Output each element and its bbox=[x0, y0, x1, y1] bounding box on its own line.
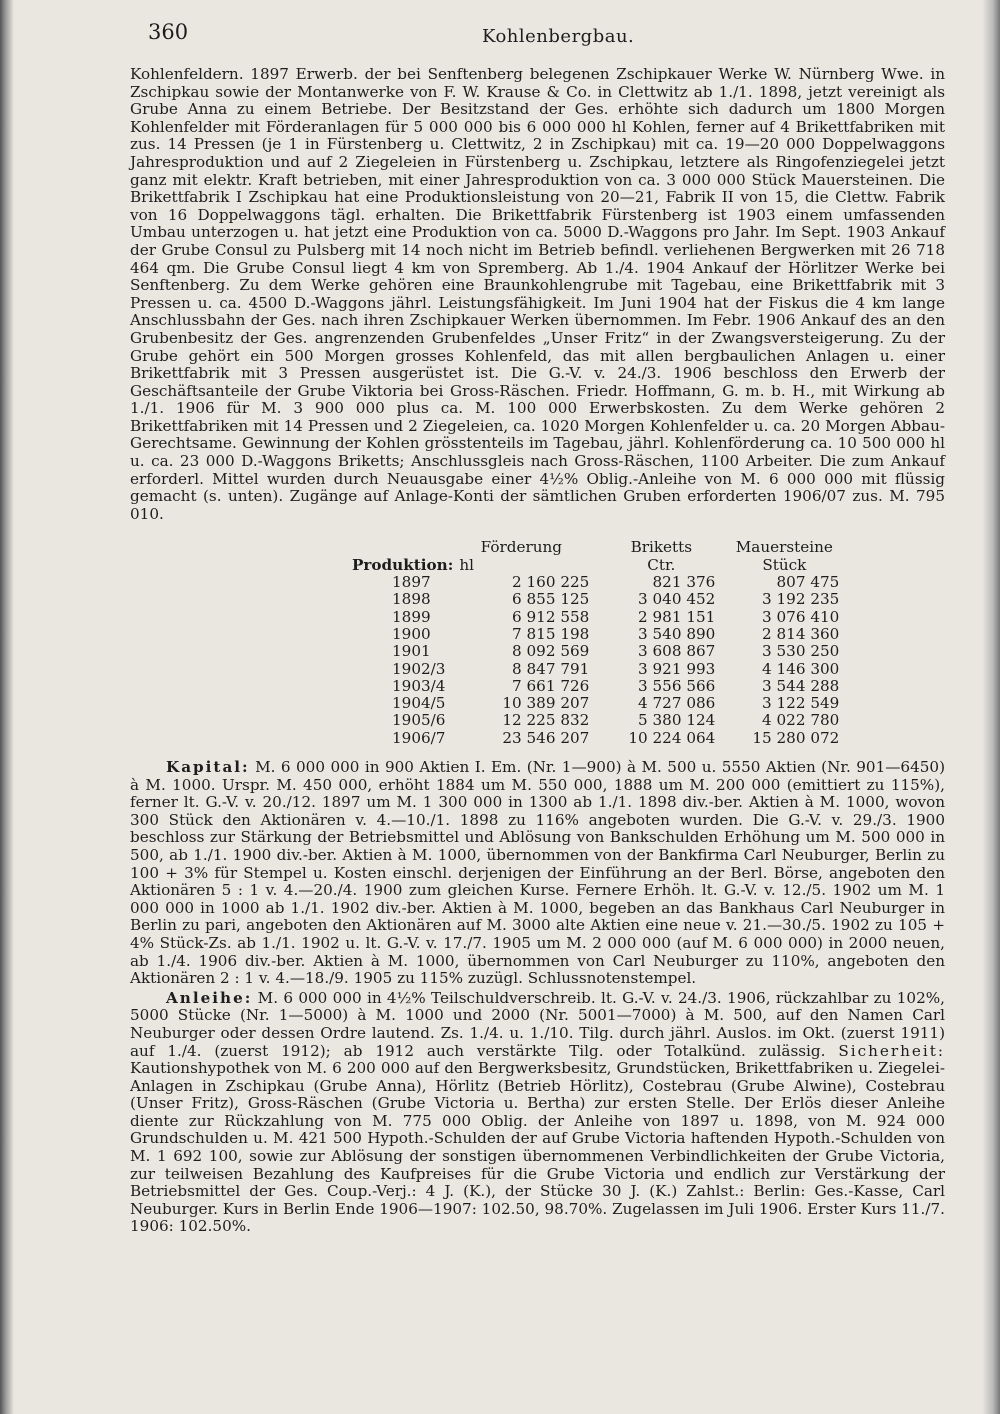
briketts-cell: 10 224 064 bbox=[628, 728, 716, 747]
intro-text: Kohlenfeldern. 1897 Erwerb. der bei Senftenberg belegenen Zschipkauer Werke W. Nürnberg Wwe. in Zschipkau sowie der Montanwerke von F. W. Krause & Co. in Clettwitz ab 1./1. 1898, jetzt vereinigt als Grube Anna zu einem Betriebe. Der Besitzstand der Ges. erhöhte sich dadurch um 1800 Morgen Kohlenfelder mit Förderanlagen für 5 000 000 bis 6 000 000 hl Kohlen, ferner auf 4 Brikettfabriken mit zus. 14 Pressen (je 1 in Fürstenberg u. Clettwitz, 2 in Zschipkau) mit ca. 19—20 000 Doppelwaggons Jahresproduktion und auf 2 Ziegeleien in Fürstenberg u. Zschipkau, letztere als Ringofenziegelei jetzt ganz mit elektr. Kraft betrieben, mit einer Jahresproduktion von ca. 3 000 000 Stück Mauersteinen. Die Brikettfabrik I Zschipkau hat eine Produktionsleistung von 20—21, Fabrik II von 15, die Clettw. Fabrik von 16 Doppelwaggons tägl. erhalten. Die Brikettfabrik Fürstenberg ist 1903 einem umfassenden Umbau unterzogen u. hat jetzt eine Produktion von ca. 5000 D.-Waggons pro Jahr. Im Sept. 1903 Ankauf der Grube Consul zu Pulsberg mit 14 noch nicht im Betrieb befindl. verliehenen Bergwerken mit 26 718 464 qm. Die Grube Consul liegt 4 km von Spremberg. Ab 1./4. 1904 Ankauf der Hörlitzer Werke bei Senftenberg. Zu dem Werke gehören eine Braunkohlengrube mit Tagebau, eine Brikettfabrik mit 3 Pressen u. ca. 4500 D.-Waggons jährl. Leistungsfähigkeit. Im Juni 1904 hat der Fiskus die 4 km lange Anschlussbahn der Ges. nach ihren Zschipkauer Werken übernommen. Im Febr. 1906 Ankauf des an den Grubenbesitz der Ges. angrenzenden Grubenfeldes „Unser Fritz“ in der Zwangsversteigerung. Zu der Grube gehört ein 500 Morgen grosses Kohlenfeld, das mit allen bergbaulichen Anlagen u. einer Brikettfabrik mit 3 Pressen ausgerüstet ist. Die G.-V. v. 24./3. 1906 beschloss den Erwerb der Geschäftsanteile der Grube Viktoria bei Gross-Räschen. Friedr. Hoffmann, G. m. b. H., mit Wirkung ab 1./1. 1906 für M. 3 900 000 plus ca. M. 100 000 Erwerbskosten. Zu dem Werke gehören 2 Brikettfabriken mit 14 Pressen und 2 Ziegeleien, ca. 1020 Morgen Kohlenfelder u. ca. 20 Morgen Abbau-Gerechtsame. Gewinnung der Kohlen grösstenteils im Tagebau, jährl. Kohlenförderung ca. 10 500 000 hl u. ca. 23 000 D.-Waggons Briketts; Anschlussgleis nach Gross-Räschen, 1100 Arbeiter. Die zum Ankauf erforderl. Mittel wurden durch Neuausgabe einer 4½% Oblig.-Anleihe von M. 6 000 000 mit flüssig gemacht (s. unten). Zugänge auf Anlage-Konti der sämtlichen Gruben erforderten 1906/07 zus. M. 795 010. bbox=[130, 65, 945, 523]
table-row bbox=[352, 712, 839, 729]
kapital-text: M. 6 000 000 in 900 Aktien I. Em. (Nr. 1—900) à M. 500 u. 5550 Aktien (Nr. 901—6450) à M. 1000. Urspr. M. 450 000, erhöht 1884 um M. 550 000, 1888 um M. 200 000 (emittiert zu 115%), ferner lt. G.-V. v. 20./12. 1897 um M. 1 300 000 in 1300 ab 1./1. 1898 div.-ber. Aktien à M. 1000, wovon 300 Stück den Aktionären v. 4.—10./1. 1898 zu 116% angeboten wurden. Die G.-V. v. 29./3. 1900 beschloss zur Stärkung der Betriebsmittel und Ablösung von Bankschulden Erhöhung um M. 500 000 in 500, ab 1./1. 1900 div.-ber. Aktien à M. 1000, übernommen von der Bankfirma Carl Neuburger, Berlin zu 100 + 3% für Stempel u. Kosten einschl. derjenigen der Einführung an der Berl. Börse, angeboten den Aktionären 5 : 1 v. 4.—20./4. 1900 zum gleichen Kurse. Fernere Erhöh. lt. G.-V. v. 12./5. 1902 um M. 1 000 000 in 1000 ab 1./1. 1902 div.-ber. Aktien à M. 1000, begeben an das Bankhaus Carl Neuburger in Berlin zu pari, angeboten den Aktionären auf M. 3000 alte Aktien eine neue v. 21.—30./5. 1902 zu 105 + 4% Stück-Zs. ab 1./1. 1902 u. lt. G.-V. v. 17./7. 1905 um M. 2 000 000 (auf M. 6 000 000) in 2000 neuen, ab 1./4. 1906 div.-ber. Aktien à M. 1000, übernommen von Carl Neuburger zu 110%, angeboten den Aktionären 2 : 1 v. 4.—18./9. 1905 zu 115% zuzügl. Schlussnotenstempel. bbox=[130, 758, 945, 988]
production-label: Produktion: bbox=[352, 555, 454, 574]
anleihe-text-1: M. 6 000 000 in 4½% Teilschuldverschreib. lt. G.-V. v. 24./3. 1906, rückzahlbar zu 102%, 5000 Stücke (Nr. 1—5000) à M. 1000 und 2000 (Nr. 5001—7000) à M. 500, auf den Namen Carl Neuburger oder dessen Ordre lautend. Zs. 1./4. u. 1./10. Tilg. durch jährl. Auslos. im Okt. (zuerst 1911) auf 1./4. (zuerst 1912); ab 1912 auch verstärkte Tilg. oder Totalkünd. zulässig. bbox=[130, 988, 945, 1060]
briketts-cell: 3 608 867 bbox=[638, 642, 716, 661]
table-row bbox=[352, 661, 839, 678]
briketts-cell: 4 727 086 bbox=[638, 694, 716, 713]
mauersteine-cell: 4 146 300 bbox=[762, 659, 840, 678]
col-header-foerderung: Förderung bbox=[480, 538, 562, 557]
mauersteine-cell: 3 076 410 bbox=[762, 607, 840, 626]
mauersteine-cell: 3 192 235 bbox=[762, 590, 840, 609]
production-table-body bbox=[352, 574, 839, 747]
foerderung-cell: 6 912 558 bbox=[512, 607, 590, 626]
production-year-cell: 1900 bbox=[392, 624, 431, 643]
foerderung-cell: 7 661 726 bbox=[512, 676, 590, 695]
table-row bbox=[352, 591, 839, 608]
page-header bbox=[130, 18, 945, 58]
unit-foerderung: hl bbox=[459, 555, 474, 574]
col-header-mauersteine: Mauersteine bbox=[735, 538, 833, 557]
production-year-cell: 1903/4 bbox=[392, 676, 446, 695]
production-year-cell: 1902/3 bbox=[392, 659, 446, 678]
mauersteine-cell: 3 530 250 bbox=[762, 642, 840, 661]
briketts-cell: 3 040 452 bbox=[638, 590, 716, 609]
briketts-cell: 2 981 151 bbox=[638, 607, 716, 626]
production-year-cell: 1905/6 bbox=[392, 711, 446, 730]
table-row bbox=[352, 678, 839, 695]
mauersteine-cell: 4 022 780 bbox=[762, 711, 840, 730]
table-row bbox=[352, 695, 839, 712]
mauersteine-cell: 807 475 bbox=[776, 573, 840, 592]
briketts-cell: 821 376 bbox=[652, 573, 716, 592]
table-header-row-1 bbox=[352, 539, 839, 556]
production-year-cell: 1901 bbox=[392, 642, 431, 661]
anleihe-text-2: Kautionshypothek von M. 6 200 000 auf den Bergwerksbesitz, Grundstücken, Brikettfabriken u. Ziegelei-Anlagen in Zschipkau (Grube Anna), Hörlitz (Betrieb Hörlitz), Costebrau (Grube Alwine), Costebrau (Unser Fritz), Gross-Räschen (Grube Victoria u. Bertha) zur ersten Stelle. Der Erlös dieser Anleihe diente zur Rückzahlung von M. 775 000 Oblig. der Anleihe von 1897 u. 1898, von M. 924 000 Grundschulden u. M. 421 500 Hypoth.-Schulden der auf Grube Victoria haftenden Hypoth.-Schulden von M. 1 692 100, sowie zur Ablösung der sonstigen übernommenen Verbindlichkeiten der Grube Victoria, zur teilweisen Bezahlung des Kaufpreises für die Grube Victoria und endlich zur Verstärkung der Betriebsmittel der Ges. Coup.-Verj.: 4 J. (K.), der Stücke 30 J. (K.) Zahlst.: Berlin: Ges.-Kasse, Carl Neuburger. Kurs in Berlin Ende 1906—1907: 102.50, 98.70%. Zugelassen im Juli 1906. Erster Kurs 11./7. 1906: 102.50%. bbox=[130, 1059, 945, 1236]
unit-briketts: Ctr. bbox=[647, 555, 676, 574]
unit-mauersteine: Stück bbox=[762, 555, 807, 574]
foerderung-cell: 6 855 125 bbox=[512, 590, 590, 609]
production-table bbox=[352, 539, 839, 747]
briketts-cell: 3 921 993 bbox=[638, 659, 716, 678]
table-row bbox=[352, 574, 839, 591]
briketts-cell: 3 556 566 bbox=[638, 676, 716, 695]
foerderung-cell: 23 546 207 bbox=[502, 728, 590, 747]
table-row bbox=[352, 730, 839, 747]
briketts-cell: 5 380 124 bbox=[638, 711, 716, 730]
intro-paragraph bbox=[130, 66, 945, 523]
kapital-label: Kapital: bbox=[166, 758, 250, 776]
production-year-cell: 1898 bbox=[392, 590, 431, 609]
foerderung-cell: 7 815 198 bbox=[512, 624, 590, 643]
page-number: 360 bbox=[148, 20, 189, 44]
foerderung-cell: 8 092 569 bbox=[512, 642, 590, 661]
kapital-section bbox=[130, 759, 945, 988]
production-year-cell: 1899 bbox=[392, 607, 431, 626]
production-year-cell: 1897 bbox=[392, 573, 431, 592]
table-row bbox=[352, 643, 839, 660]
foerderung-cell: 8 847 791 bbox=[512, 659, 590, 678]
col-header-briketts: Briketts bbox=[630, 538, 693, 557]
document-page bbox=[130, 18, 945, 1236]
briketts-cell: 3 540 890 bbox=[638, 624, 716, 643]
sicherheit-label: Sicherheit: bbox=[838, 1041, 945, 1060]
mauersteine-cell: 15 280 072 bbox=[752, 728, 840, 747]
table-row bbox=[352, 626, 839, 643]
foerderung-cell: 2 160 225 bbox=[512, 573, 590, 592]
scan-edge-shadow bbox=[0, 0, 14, 1414]
table-header-row-2 bbox=[352, 557, 839, 574]
scan-edge-shadow-right bbox=[982, 0, 1000, 1414]
anleihe-label: Anleihe: bbox=[166, 988, 253, 1007]
mauersteine-cell: 3 122 549 bbox=[762, 694, 840, 713]
production-year-cell: 1904/5 bbox=[392, 694, 446, 713]
foerderung-cell: 12 225 832 bbox=[502, 711, 590, 730]
table-row bbox=[352, 609, 839, 626]
mauersteine-cell: 2 814 360 bbox=[762, 624, 840, 643]
mauersteine-cell: 3 544 288 bbox=[762, 676, 840, 695]
running-title: Kohlenbergbau. bbox=[482, 26, 635, 47]
production-year-cell: 1906/7 bbox=[392, 728, 446, 747]
foerderung-cell: 10 389 207 bbox=[502, 694, 590, 713]
anleihe-section bbox=[130, 990, 945, 1236]
